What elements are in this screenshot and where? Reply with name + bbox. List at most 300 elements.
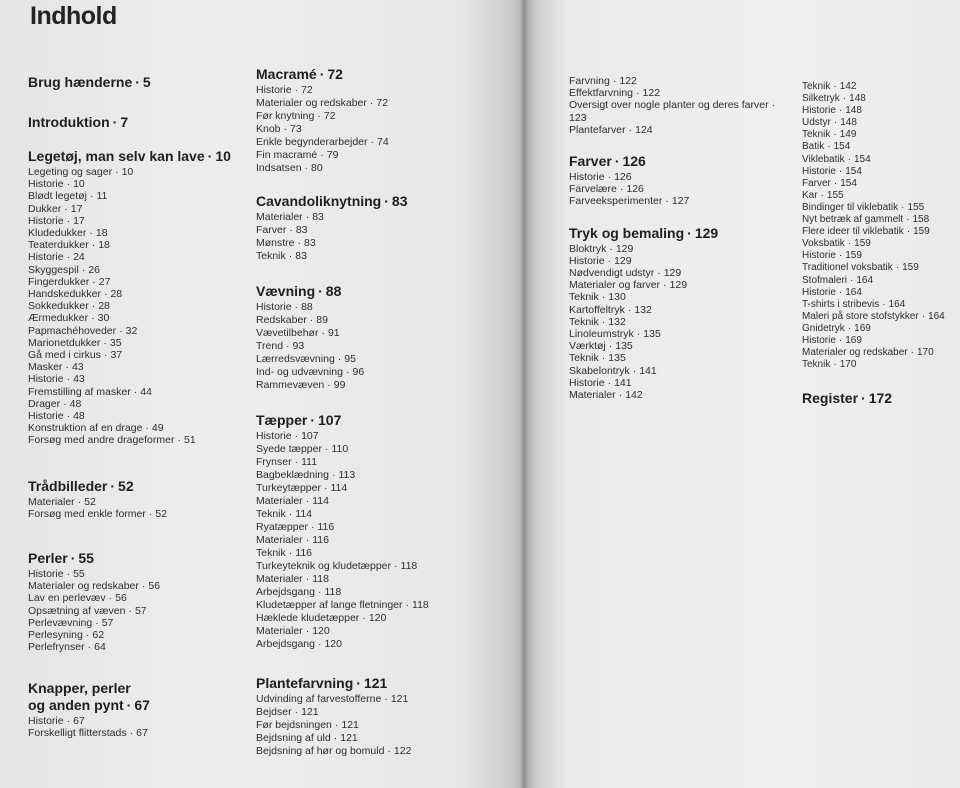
- entry-title: Effektfarvning: [569, 87, 634, 100]
- toc-section: [256, 66, 518, 175]
- toc-entry: Turkeytæpper · 114: [256, 482, 348, 494]
- entry-page: 44: [140, 385, 152, 398]
- entry-page: 118: [324, 586, 342, 598]
- entry-page: 154: [833, 141, 851, 153]
- entry-page: 48: [73, 410, 85, 423]
- entry-title: Historie: [569, 254, 605, 267]
- toc-entry: Materialer og redskaber · 72: [256, 97, 389, 109]
- entry-page: 154: [840, 177, 857, 189]
- entry-page: 48: [69, 397, 82, 410]
- toc-entry: Effektfarvning · 122: [569, 87, 661, 100]
- entry-page: 164: [845, 286, 862, 298]
- entry-title: Historie: [802, 105, 836, 117]
- section-title: og anden pynt · 67: [28, 696, 150, 713]
- entry-page: 154: [853, 153, 871, 165]
- entry-title: Skabelontryk: [569, 364, 630, 377]
- entry-page: 111: [301, 456, 318, 468]
- toc-section: [802, 390, 954, 407]
- entry-title: Historie: [28, 568, 64, 581]
- entry-page: 28: [98, 300, 110, 313]
- toc-entry: Teknik · 170: [802, 359, 857, 371]
- entry-page: 154: [845, 165, 862, 177]
- entry-page: 24: [73, 251, 85, 264]
- entry-title: Batik: [802, 141, 825, 153]
- entry-page: 93: [292, 340, 305, 352]
- entry-title: Sokkedukker: [28, 300, 89, 313]
- entry-page: 17: [73, 214, 85, 227]
- entry-title: Teknik: [569, 315, 599, 328]
- entry-title: Dukker: [28, 202, 62, 215]
- entry-page: 18: [95, 227, 108, 240]
- entry-title: Perlevævning: [28, 616, 93, 629]
- toc-entry: Teknik · 142: [802, 81, 857, 92]
- entry-page: 121: [340, 732, 358, 744]
- toc-entry: Materialer · 52: [28, 495, 96, 508]
- section-title: Cavandoliknytning · 83: [256, 193, 408, 209]
- toc-entry: Historie · 126: [569, 171, 632, 184]
- entry-page: 56: [148, 580, 161, 593]
- entry-page: 118: [412, 599, 429, 611]
- entry-page: 110: [331, 443, 349, 455]
- entry-page: 121: [390, 693, 409, 705]
- toc-entry: Historie · 72: [256, 84, 313, 96]
- entry-page: 142: [625, 389, 643, 402]
- entry-page: 57: [101, 616, 114, 629]
- entry-page: 127: [671, 195, 690, 208]
- entry-title: Udstyr: [802, 117, 831, 129]
- entry-title: 123: [569, 111, 587, 124]
- toc-entry: Værktøj · 135: [569, 340, 633, 353]
- toc-entry: Blødt legetøj · 11: [28, 190, 108, 203]
- entry-title: Historie: [28, 373, 64, 386]
- entry-title: Flere ideer til viklebatik: [802, 226, 904, 238]
- entry-title: Redskaber: [256, 314, 307, 326]
- toc-entry: Ind- og udvævning · 96: [256, 366, 365, 378]
- toc-entry: Teknik · 116: [256, 547, 313, 559]
- entry-page: 95: [344, 353, 356, 365]
- entry-page: 11: [96, 190, 108, 203]
- entry-title: Mønstre: [256, 237, 295, 249]
- entry-title: Bejdser: [256, 706, 292, 718]
- toc-entry: Viklebatik · 154: [802, 153, 871, 165]
- toc-column-1: [28, 74, 250, 739]
- entry-title: Marionetdukker: [28, 336, 101, 349]
- entry-page: 135: [615, 340, 633, 353]
- toc-entry: Historie · 169: [802, 334, 862, 346]
- entry-title: Farveeksperimenter: [569, 195, 663, 208]
- entry-page: 55: [73, 568, 85, 581]
- entry-title: Materialer: [569, 389, 616, 402]
- toc-entry: Teknik · 132: [569, 315, 626, 328]
- entry-title: Farver: [802, 177, 831, 189]
- toc-entry: Fingerdukker · 27: [28, 275, 111, 288]
- section-title: Introduktion · 7: [28, 114, 129, 130]
- entry-title: Linoleumstryk: [569, 328, 634, 341]
- toc-entry: Kartoffeltryk · 132: [569, 303, 652, 316]
- entry-title: Silketryk: [802, 93, 840, 105]
- toc-entry: Arbejdsgang · 118: [256, 586, 342, 598]
- toc-entry: Dukker · 17: [28, 202, 83, 215]
- toc-entry: Lærredsvævning · 95: [256, 353, 356, 365]
- toc-entry: Perlefrynser · 64: [28, 641, 106, 654]
- entry-page: 114: [330, 482, 348, 494]
- entry-page: 72: [376, 97, 389, 109]
- entry-title: Før bejdsningen: [256, 719, 332, 731]
- toc-entry: Papmachéhoveder · 32: [28, 324, 138, 337]
- entry-title: Drager: [28, 397, 61, 410]
- entry-page: 114: [312, 495, 329, 507]
- entry-page: 96: [352, 366, 365, 378]
- entry-title: Teknik: [256, 547, 286, 559]
- entry-title: Historie: [569, 376, 605, 389]
- toc-entry: Teaterdukker · 18: [28, 239, 110, 252]
- toc-entry: Teknik · 149: [802, 129, 857, 141]
- toc-entry: Materialer · 118: [256, 573, 329, 585]
- toc-entry: Perlesyning · 62: [28, 629, 105, 642]
- entry-title: Teknik: [569, 352, 599, 365]
- entry-title: Farvelære: [569, 183, 617, 196]
- entry-title: Vævetilbehør: [256, 327, 319, 339]
- entry-page: 132: [608, 315, 626, 328]
- entry-page: 148: [840, 117, 857, 129]
- toc-entry: Historie · 107: [256, 430, 319, 442]
- entry-title: Teknik: [802, 81, 831, 92]
- toc-entry: Materialer og redskaber · 56: [28, 580, 161, 593]
- entry-page: 126: [626, 183, 644, 196]
- toc-entry: Fremstilling af masker · 44: [28, 385, 152, 398]
- entry-title: Voksbatik: [802, 238, 845, 250]
- toc-section: [28, 114, 250, 131]
- entry-page: 72: [301, 84, 313, 96]
- toc-entry: Historie · 67: [28, 714, 85, 727]
- entry-page: 99: [333, 379, 346, 391]
- toc-entry: Fin macramé · 79: [256, 149, 339, 161]
- toc-entry: Drager · 48: [28, 397, 82, 410]
- entry-title: Indsatsen: [256, 162, 302, 174]
- entry-title: Historie: [802, 334, 836, 346]
- entry-page: 30: [97, 312, 110, 325]
- entry-title: Handskedukker: [28, 288, 101, 301]
- entry-title: Historie: [28, 251, 64, 264]
- toc-entry: Teknik · 114: [256, 508, 313, 520]
- entry-page: 56: [115, 592, 127, 605]
- entry-title: Skyggespil: [28, 263, 79, 276]
- entry-title: Arbejdsgang: [256, 586, 315, 598]
- section-title: Trådbilleder · 52: [28, 477, 134, 494]
- entry-title: Materialer: [256, 534, 303, 546]
- entry-page: 170: [916, 347, 934, 359]
- entry-title: Nyt betræk af gammelt: [802, 214, 904, 226]
- entry-page: 114: [295, 508, 313, 520]
- toc-entry: Gnidetryk · 169: [802, 322, 871, 334]
- entry-page: 32: [125, 324, 138, 337]
- toc-entry: Handskedukker · 28: [28, 288, 123, 301]
- entry-page: 116: [312, 534, 329, 546]
- toc-entry: Materialer · 114: [256, 495, 329, 507]
- entry-title: Blødt legetøj: [28, 190, 87, 203]
- entry-page: 121: [301, 706, 319, 718]
- entry-page: 118: [312, 573, 329, 585]
- toc-entry: Farver · 154: [802, 177, 857, 189]
- toc-section: [256, 412, 518, 651]
- toc-entry: Traditionel voksbatik · 159: [802, 262, 919, 274]
- entry-page: 129: [614, 254, 632, 267]
- entry-page: 170: [839, 359, 857, 371]
- toc-entry: Oversigt over nogle planter og deres farver ·: [569, 99, 776, 112]
- entry-title: Materialer: [28, 495, 75, 508]
- toc-entry: Vævetilbehør · 91: [256, 327, 340, 339]
- toc-entry: Materialer · 142: [569, 389, 643, 402]
- entry-page: 74: [377, 136, 389, 148]
- toc-entry: Historie · 10: [28, 178, 85, 191]
- toc-entry: Bejdsning af uld · 121: [256, 732, 358, 744]
- toc-column-4: [802, 81, 954, 407]
- entry-title: Bloktryk: [569, 242, 607, 255]
- toc-entry: Historie · 24: [28, 251, 85, 264]
- toc-entry: Historie · 141: [569, 376, 632, 389]
- toc-entry: Opsætning af væven · 57: [28, 604, 147, 617]
- entry-page: 26: [88, 263, 100, 276]
- entry-page: 130: [608, 291, 626, 304]
- entry-page: 142: [839, 81, 857, 92]
- entry-title: Bejdsning af uld: [256, 732, 331, 744]
- entry-page: 83: [295, 224, 308, 236]
- section-title: Plantefarvning · 121: [256, 675, 388, 691]
- section-title: Vævning · 88: [256, 283, 342, 299]
- entry-page: 118: [400, 560, 418, 572]
- entry-page: 159: [845, 250, 862, 262]
- entry-page: 169: [845, 334, 862, 346]
- toc-entry: Udvinding af farvestofferne · 121: [256, 693, 409, 705]
- entry-title: Lærredsvævning: [256, 353, 335, 365]
- toc-column-2: [256, 66, 518, 758]
- entry-title: Udvinding af farvestofferne: [256, 693, 382, 705]
- entry-title: Historie: [256, 301, 292, 313]
- toc-entry: Materialer · 116: [256, 534, 329, 546]
- entry-page: 35: [109, 336, 122, 349]
- section-title: Legetøj, man selv kan lave · 10: [28, 148, 231, 164]
- toc-entry: Historie · 129: [569, 254, 632, 267]
- entry-title: Materialer: [256, 495, 303, 507]
- entry-title: Rammevæven: [256, 379, 325, 391]
- entry-title: Farver: [256, 224, 287, 236]
- toc-entry: Turkeyteknik og kludetæpper · 118: [256, 560, 418, 572]
- toc-entry: Historie · 159: [802, 250, 862, 262]
- toc-entry: Hæklede kludetæpper · 120: [256, 612, 387, 624]
- entry-title: Trend: [256, 340, 284, 352]
- entry-page: 43: [73, 373, 85, 386]
- entry-page: 155: [826, 189, 844, 201]
- entry-page: 91: [327, 327, 340, 339]
- entry-title: Ærmedukker: [28, 312, 89, 325]
- entry-page: 57: [134, 604, 147, 617]
- toc-entry: Bejdser · 121: [256, 706, 319, 718]
- toc-entry: Skyggespil · 26: [28, 263, 100, 276]
- entry-page: 169: [854, 322, 871, 334]
- entry-page: 64: [94, 641, 106, 654]
- entry-title: Forskelligt flitterstads: [28, 726, 127, 739]
- entry-title: Legeting og sager: [28, 166, 113, 178]
- entry-title: Materialer og redskaber: [28, 580, 139, 593]
- toc-entry: Konstruktion af en drage · 49: [28, 422, 164, 435]
- entry-title: Teknik: [256, 508, 286, 520]
- entry-title: Bagbeklædning: [256, 469, 329, 481]
- toc-column-3: [569, 75, 795, 401]
- entry-page: 120: [324, 638, 342, 650]
- toc-entry: Skabelontryk · 141: [569, 364, 657, 377]
- entry-title: Fingerdukker: [28, 275, 90, 288]
- entry-title: Teknik: [802, 129, 831, 141]
- toc-entry: Ryatæpper · 116: [256, 521, 335, 533]
- toc-entry: Flere ideer til viklebatik · 159: [802, 226, 930, 238]
- entry-title: Teknik: [256, 250, 286, 262]
- toc-entry: Farvning · 122: [569, 75, 637, 87]
- entry-title: Kar: [802, 189, 818, 201]
- entry-page: 43: [71, 361, 84, 374]
- entry-title: Plantefarver: [569, 123, 626, 136]
- toc-entry: Udstyr · 148: [802, 117, 857, 129]
- toc-entry: Legeting og sager · 10: [28, 166, 134, 178]
- entry-page: 37: [110, 349, 123, 362]
- entry-page: 10: [121, 166, 134, 178]
- toc-entry: Historie · 48: [28, 410, 85, 423]
- entry-page: 18: [98, 239, 110, 252]
- entry-title: Historie: [256, 84, 292, 96]
- toc-entry: Enkle begynderarbejder · 74: [256, 136, 389, 148]
- entry-title: Kludedukker: [28, 227, 87, 240]
- toc-entry: Farver · 83: [256, 224, 308, 236]
- entry-title: Papmachéhoveder: [28, 324, 117, 337]
- entry-title: Ind- og udvævning: [256, 366, 343, 378]
- entry-page: 120: [368, 612, 387, 624]
- entry-title: Materialer og farver: [569, 279, 661, 292]
- entry-title: Stofmaleri: [802, 274, 848, 286]
- entry-page: 83: [295, 250, 307, 262]
- entry-title: Materialer og redskaber: [256, 97, 367, 109]
- toc-entry: Materialer · 83: [256, 211, 324, 223]
- toc-entry: Kar · 155: [802, 189, 844, 201]
- entry-page: 80: [311, 162, 323, 174]
- entry-page: 148: [845, 105, 862, 117]
- entry-page: 126: [614, 171, 632, 184]
- entry-page: 164: [856, 274, 874, 286]
- toc-entry: Stofmaleri · 164: [802, 274, 874, 286]
- entry-title: Hæklede kludetæpper: [256, 612, 360, 624]
- entry-page: 17: [70, 202, 83, 215]
- entry-page: 122: [642, 87, 661, 100]
- entry-page: 52: [155, 507, 168, 520]
- entry-title: Frynser: [256, 456, 292, 468]
- toc-entry: Gå med i cirkus · 37: [28, 349, 123, 362]
- toc-section: [256, 283, 518, 392]
- entry-page: 83: [304, 237, 316, 249]
- entry-page: 67: [136, 726, 148, 739]
- toc-entry: Nyt betræk af gammelt · 158: [802, 214, 930, 226]
- entry-page: 72: [323, 110, 336, 122]
- entry-title: Materialer: [256, 211, 303, 223]
- toc-entry: Historie · 154: [802, 165, 862, 177]
- entry-title: Historie: [802, 165, 836, 177]
- toc-entry: Materialer og farver · 129: [569, 279, 688, 292]
- entry-page: 141: [639, 364, 657, 377]
- entry-title: Traditionel voksbatik: [802, 262, 893, 274]
- toc-entry: Bagbeklædning · 113: [256, 469, 356, 481]
- section-title: Tryk og bemaling · 129: [569, 224, 719, 241]
- toc-entry: Historie · 88: [256, 301, 313, 313]
- entry-title: Historie: [569, 171, 605, 184]
- entry-page: 155: [907, 201, 925, 213]
- toc-section: [28, 148, 250, 447]
- entry-page: 129: [669, 279, 688, 292]
- entry-page: 113: [338, 469, 356, 481]
- entry-page: 79: [326, 149, 339, 161]
- section-title: Brug hænderne · 5: [28, 74, 151, 90]
- toc-entry: Indsatsen · 80: [256, 162, 323, 174]
- entry-title: Teknik: [569, 291, 599, 304]
- toc-entry: Perlevævning · 57: [28, 616, 114, 629]
- toc-entry: Ærmedukker · 30: [28, 312, 110, 325]
- entry-title: Masker: [28, 361, 63, 374]
- toc-entry: Bejdsning af hør og bomuld · 122: [256, 745, 412, 757]
- section-title: Farver · 126: [569, 153, 646, 170]
- entry-page: 73: [290, 123, 302, 135]
- entry-page: 159: [913, 226, 930, 238]
- entry-page: 122: [393, 745, 412, 757]
- entry-title: Perlefrynser: [28, 641, 85, 654]
- toc-entry: Historie · 43: [28, 373, 85, 386]
- entry-title: Historie: [28, 714, 64, 727]
- entry-title: Før knytning: [256, 110, 315, 122]
- section-title: Tæpper · 107: [256, 412, 342, 428]
- entry-title: Historie: [256, 430, 292, 442]
- entry-title: Teaterdukker: [28, 239, 89, 252]
- toc-entry: Teknik · 135: [569, 352, 626, 365]
- entry-title: Konstruktion af en drage: [28, 422, 143, 435]
- entry-page: 62: [92, 629, 105, 642]
- toc-section: [256, 675, 518, 758]
- entry-page: 83: [312, 211, 324, 223]
- entry-page: 164: [888, 298, 906, 310]
- toc-section: [28, 74, 250, 91]
- toc-section: [569, 153, 795, 208]
- entry-page: 67: [73, 714, 85, 727]
- entry-page: 148: [849, 93, 866, 105]
- toc-entry: Historie · 164: [802, 286, 862, 298]
- entry-page: 107: [301, 430, 319, 442]
- entry-page: 51: [183, 434, 196, 447]
- entry-title: Historie: [802, 250, 836, 262]
- toc-entry: Maleri på store stofstykker · 164: [802, 310, 945, 322]
- entry-title: Nødvendigt udstyr: [569, 267, 655, 280]
- toc-entry: Materialer · 120: [256, 625, 330, 637]
- entry-page: 132: [634, 303, 652, 316]
- toc-section: [569, 75, 795, 136]
- entry-title: Syede tæpper: [256, 443, 322, 455]
- entry-page: 88: [301, 301, 313, 313]
- entry-title: Opsætning af væven: [28, 604, 126, 617]
- entry-title: Bejdsning af hør og bomuld: [256, 745, 385, 757]
- toc-entry: Kludedukker · 18: [28, 227, 108, 240]
- entry-page: 164: [928, 310, 945, 322]
- toc-entry: Mønstre · 83: [256, 237, 316, 249]
- entry-page: 27: [98, 275, 111, 288]
- toc-entry: Historie · 17: [28, 214, 85, 227]
- toc-entry: Forsøg med andre drageformer · 51: [28, 434, 196, 447]
- entry-title: Fin macramé: [256, 149, 318, 161]
- toc-entry: Forsøg med enkle former · 52: [28, 507, 168, 520]
- entry-page: 116: [317, 521, 335, 533]
- entry-page: 10: [73, 178, 85, 191]
